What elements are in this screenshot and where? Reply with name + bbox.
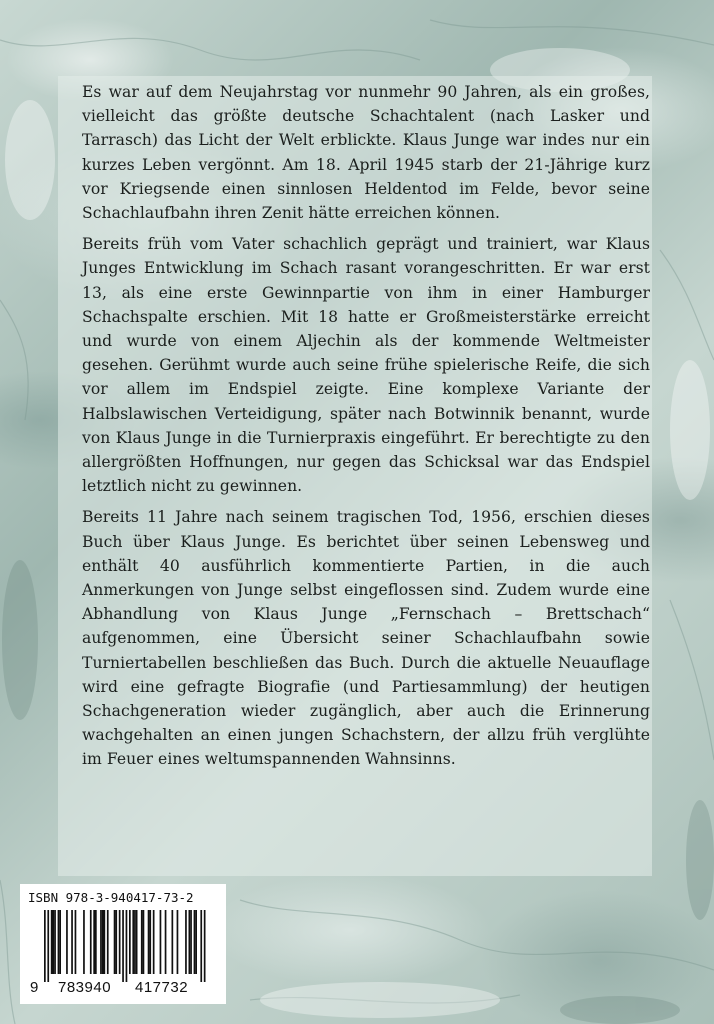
- barcode-bar: [58, 910, 60, 974]
- barcode-bar: [100, 910, 102, 974]
- barcode-digits-right: 417732: [135, 979, 189, 996]
- isbn-label: ISBN 978-3-940417-73-2: [28, 890, 194, 905]
- barcode-bar: [141, 910, 143, 974]
- barcode-bar: [114, 910, 116, 974]
- blurb-text-panel: [58, 76, 652, 876]
- barcode-bar: [177, 910, 179, 974]
- barcode-bar: [195, 910, 197, 974]
- barcode-bar: [83, 910, 85, 974]
- barcode-bar: [66, 910, 68, 974]
- barcode-bar: [148, 910, 150, 974]
- barcode-bar: [90, 910, 92, 974]
- barcode-bar: [204, 910, 206, 982]
- barcode-bar: [54, 910, 56, 974]
- barcode-bar: [165, 910, 167, 974]
- barcode-bar: [119, 910, 121, 974]
- barcode-bar: [143, 910, 145, 974]
- barcode-bar: [104, 910, 106, 974]
- barcode-bar: [95, 910, 97, 974]
- barcode-bar: [93, 910, 95, 974]
- barcode-bar: [149, 910, 151, 974]
- barcode-bar: [126, 910, 128, 982]
- blurb-paragraph-3: Bereits 11 Jahre nach seinem tragischen Tod, 1956, erschien dieses Buch über Klaus Junge. Es berichtet über seinen Lebensweg und enthält 40 ausführlich kommentierte Partien, in die auch Anmerkungen von Junge selbst eingeflossen sind. Zudem wurde eine Abhandlung von Klaus Junge „Fernschach – Brettschach“ aufgenommen, eine Übersicht seiner Schachlaufbahn sowie Turniertabellen beschließen das Buch. Durch die aktuelle Neuauflage wird eine gefragte Biografie (und Partiesammlung) der heutigen Schachgeneration wieder zugänglich, aber auch die Erinnerung wachgehalten an einen jungen Schachstern, der allzu früh verglühte im Feuer eines weltumspannenden Wahnsinns.: [82, 508, 650, 769]
- barcode-bar: [190, 910, 192, 974]
- barcode-digits-left: 783940: [58, 979, 112, 996]
- barcode-bar: [47, 910, 49, 982]
- barcode-bar: [132, 910, 134, 974]
- barcode-bar: [153, 910, 155, 974]
- barcode-bar: [136, 910, 138, 974]
- barcode-bar: [51, 910, 53, 974]
- barcode-bar: [53, 910, 55, 974]
- barcode-bar: [122, 910, 124, 982]
- barcode-bar: [160, 910, 162, 974]
- barcode-bar: [129, 910, 131, 974]
- barcode-digit-first: 9: [30, 979, 39, 996]
- barcode-bar: [102, 910, 104, 974]
- barcode-bar: [75, 910, 77, 974]
- blurb-paragraph-1: Es war auf dem Neujahrstag vor nunmehr 90 Jahren, als ein großes, vielleicht das größte deutsche Schachtalent (nach Lasker und Tarrasch) das Licht der Welt erblickte. Klaus Junge war indes nur ein kurzes Leben vergönnt. Am 18. April 1945 starb der 21-Jährige kurz vor Kriegsende einen sinnlosen Heldentod im Felde, bevor seine Schachlaufbahn ihren Zenit hätte erreichen können.: [82, 83, 650, 223]
- isbn-barcode-box: [20, 884, 226, 1004]
- barcode-bar: [59, 910, 61, 974]
- barcode-bar: [194, 910, 196, 974]
- barcode-bar: [107, 910, 109, 974]
- barcode-bar: [134, 910, 136, 974]
- barcode-bar: [185, 910, 187, 974]
- barcode-bar: [189, 910, 191, 974]
- barcode-bar: [200, 910, 202, 982]
- barcode-bar: [115, 910, 117, 974]
- barcode-bar: [172, 910, 174, 974]
- barcode-bar: [71, 910, 73, 974]
- barcode-bar: [44, 910, 46, 982]
- blurb-paragraph-2: Bereits früh vom Vater schachlich geprägt und trainiert, war Klaus Junges Entwicklung im Schach rasant vorangeschritten. Er war erst 13, als eine erste Gewinnpartie von ihm in einer Hamburger Schachspalte erschien. Mit 18 hatte er Großmeisterstärke erreicht und wurde von einem Aljechin als der kommende Weltmeister gesehen. Gerühmt wurde auch seine frühe spielerische Reife, die sich vor allem im Endspiel zeigte. Eine komplexe Variante der Halbslawischen Verteidigung, später nach Botwinnik benannt, wurde von Klaus Junge in die Turnierpraxis eingeführt. Er berechtigte zu den allergrößten Hoffnungen, nur gegen das Schicksal war das Endspiel letztlich nicht zu gewinnen.: [82, 235, 650, 496]
